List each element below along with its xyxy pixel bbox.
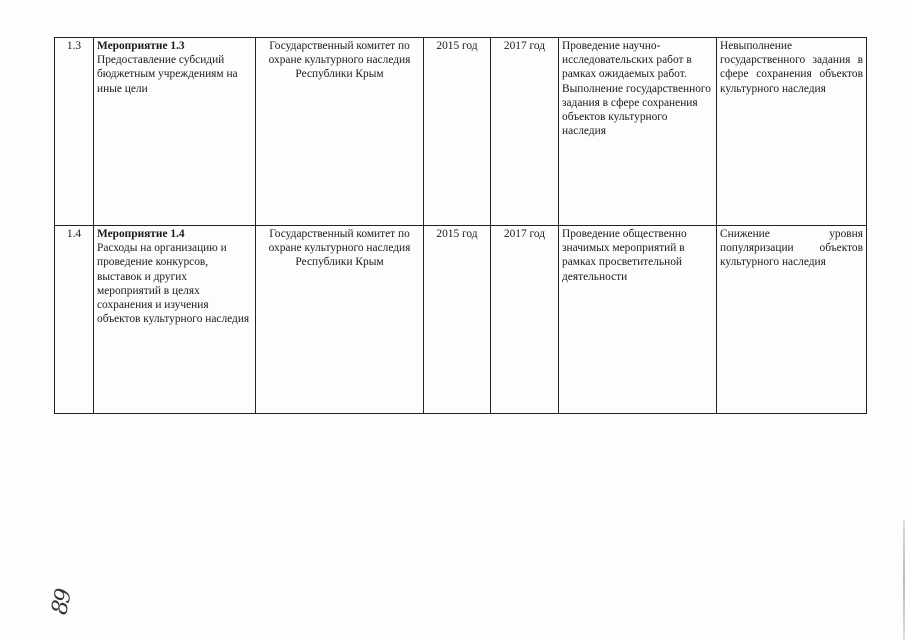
measures-table bbox=[54, 37, 867, 414]
expected-result-cell: Проведение общественно значимых мероприятий в рамках просветительной деятельности bbox=[559, 226, 717, 414]
start-year-cell: 2015 год bbox=[424, 226, 491, 414]
expected-result-cell: Проведение научно-исследовательских работ в рамках ожидаемых работ. Выполнение государственного задания в сфере сохранения объектов культурного наследия bbox=[559, 38, 717, 226]
measure-description: Расходы на организацию и проведение конкурсов, выставок и других мероприятий в целях сохранения и изучения объектов культурного наследия bbox=[97, 242, 250, 326]
executor-cell: Государственный комитет по охране культурного наследия Республики Крым bbox=[256, 226, 424, 414]
end-year-cell: 2017 год bbox=[491, 226, 559, 414]
row-number: 1.4 bbox=[55, 226, 94, 414]
handwritten-page-number: 89 bbox=[47, 588, 77, 617]
risk-cell: Снижение уровня популяризации объектов культурного наследия bbox=[717, 226, 867, 414]
measure-cell bbox=[94, 226, 256, 414]
table-row bbox=[55, 38, 867, 226]
end-year-cell: 2017 год bbox=[491, 38, 559, 226]
row-number: 1.3 bbox=[55, 38, 94, 226]
measure-description: Предоставление субсидий бюджетным учреждениям на иные цели bbox=[97, 54, 238, 95]
measure-cell bbox=[94, 38, 256, 226]
measure-title: Мероприятие 1.3 bbox=[97, 40, 185, 52]
executor-cell: Государственный комитет по охране культурного наследия Республики Крым bbox=[256, 38, 424, 226]
start-year-cell: 2015 год bbox=[424, 38, 491, 226]
table-row bbox=[55, 226, 867, 414]
measure-title: Мероприятие 1.4 bbox=[97, 228, 185, 240]
risk-cell: Невыполнение государственного задания в сфере сохранения объектов культурного наследия bbox=[717, 38, 867, 226]
